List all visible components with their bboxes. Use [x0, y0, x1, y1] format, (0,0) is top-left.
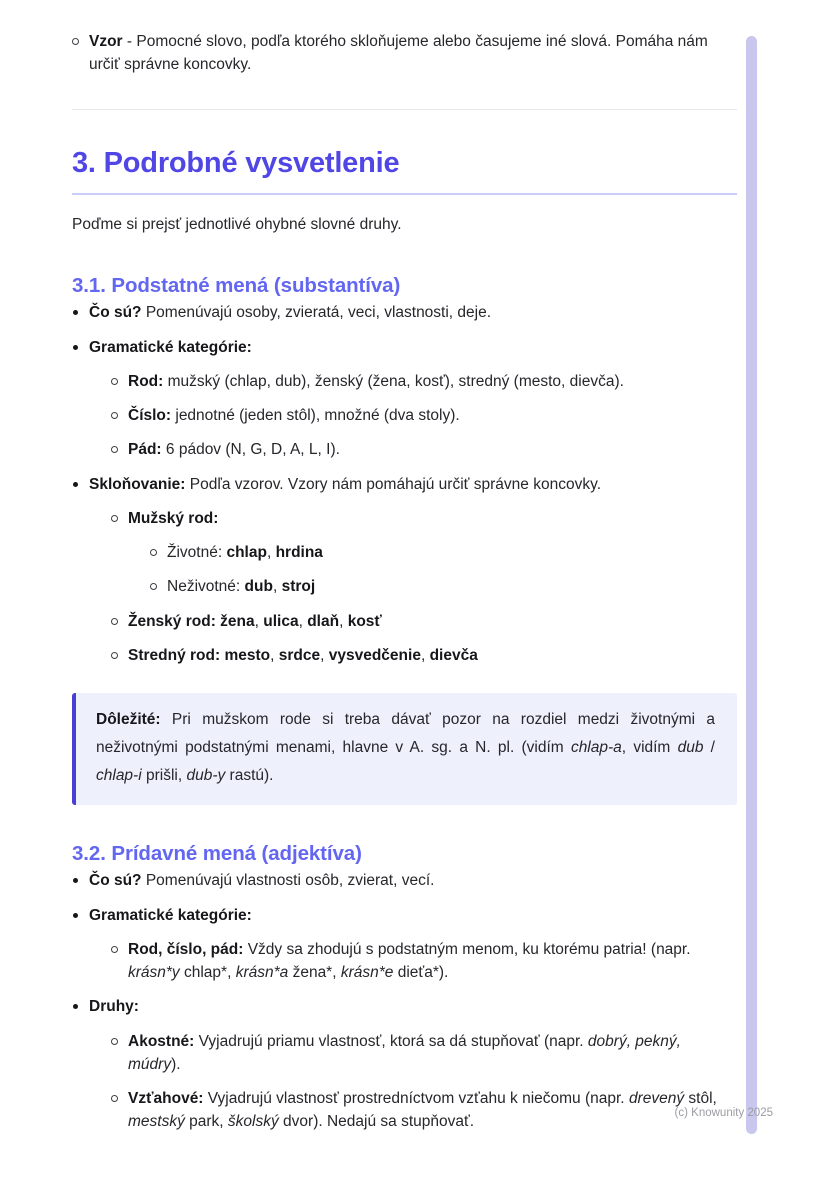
nested-bullet-list [150, 541, 737, 599]
nested-bullet-list [111, 1030, 737, 1134]
list-item [72, 473, 737, 668]
list-item [72, 869, 737, 892]
list-item [150, 541, 737, 564]
list-item [111, 1030, 737, 1077]
list-item-text: Akostné: Vyjadrujú priamu vlastnosť, ktorá sa dá stupňovať (napr. dobrý, pekný, múdry). [128, 1032, 681, 1073]
callout-text: Dôležité: Pri mužskom rode si treba dávať pozor na rozdiel medzi životnými a neživotnými podstatnými menami, hlavne v A. sg. a N. pl. (vidím chlap-a, vidím dub / chlap-i prišli, dub-y rastú). [96, 711, 715, 784]
list-item [111, 370, 737, 393]
list-item-text: Číslo: jednotné (jeden stôl), množné (dva stoly). [128, 407, 460, 425]
list-item [72, 336, 737, 462]
list-item-text: Čo sú? Pomenúvajú osoby, zvieratá, veci, vlastnosti, deje. [89, 304, 492, 322]
list-item [72, 301, 737, 324]
list-item [111, 1087, 737, 1134]
page-title: 3. Podrobné vysvetlenie [72, 146, 737, 196]
important-callout [72, 693, 737, 805]
list-item [72, 30, 737, 77]
list-item [111, 438, 737, 461]
intro-paragraph: Poďme si prejsť jednotlivé ohybné slovné druhy. [72, 216, 402, 234]
list-item [111, 507, 737, 599]
list-item-text: Vzťahové: Vyjadrujú vlastnosť prostredníctvom vzťahu k niečomu (napr. drevený stôl, mestský park, školský dvor). Nedajú sa stupňovať. [128, 1090, 717, 1131]
list-item [72, 904, 737, 985]
list-item-text: Stredný rod: mesto, srdce, vysvedčenie, dievča [128, 646, 478, 664]
list-item-text: Skloňovanie: Podľa vzorov. Vzory nám pomáhajú určiť správne koncovky. [89, 475, 601, 493]
section-divider [72, 109, 737, 110]
subsection-heading-3-2: 3.2. Prídavné mená (adjektíva) [72, 841, 362, 865]
list-item-text: Životné: chlap, hrdina [167, 544, 323, 562]
list-item [111, 404, 737, 427]
carryover-bullet-list [72, 30, 737, 77]
list-item [111, 938, 737, 985]
list-item-text: Neživotné: dub, stroj [167, 578, 316, 596]
adjectives-bullet-list [72, 869, 737, 1133]
list-item-text: Čo sú? Pomenúvajú vlastnosti osôb, zvierat, vecí. [89, 872, 435, 890]
list-item [111, 610, 737, 633]
list-item-text: Druhy: [89, 998, 139, 1016]
list-item-text: Pád: 6 pádov (N, G, D, A, L, I). [128, 441, 340, 459]
list-item-text: Ženský rod: žena, ulica, dlaň, kosť [128, 612, 382, 630]
list-item-text: Gramatické kategórie: [89, 906, 252, 924]
nested-bullet-list [111, 938, 737, 985]
scrollbar-thumb[interactable] [746, 36, 757, 1134]
list-item [150, 575, 737, 598]
nested-bullet-list [111, 507, 737, 667]
list-item-text: Vzor - Pomocné slovo, podľa ktorého skloňujeme alebo časujeme iné slová. Pomáha nám určiť správne koncovky. [89, 33, 708, 74]
list-item-text: Mužský rod: [128, 509, 219, 527]
list-item-text: Rod: mužský (chlap, dub), ženský (žena, kosť), stredný (mesto, dievča). [128, 372, 624, 390]
copyright-footer: (c) Knowunity 2025 [674, 1107, 773, 1119]
nested-bullet-list [111, 370, 737, 462]
list-item [111, 644, 737, 667]
nouns-bullet-list [72, 301, 737, 667]
list-item-text: Rod, číslo, pád: Vždy sa zhodujú s podstatným menom, ku ktorému patria! (napr. krásn*y chlap*, krásn*a žena*, krásn*e dieťa*). [128, 940, 691, 982]
list-item-text: Gramatické kategórie: [89, 338, 252, 356]
list-item [72, 995, 737, 1133]
subsection-heading-3-1: 3.1. Podstatné mená (substantíva) [72, 273, 401, 297]
